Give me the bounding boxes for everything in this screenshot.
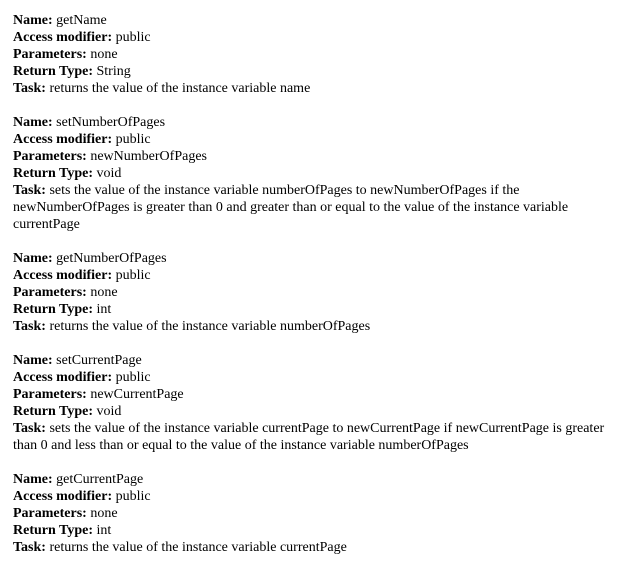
- return-type-label: Return Type:: [13, 302, 93, 317]
- access-modifier-label: Access modifier:: [13, 132, 113, 147]
- return-type-value: int: [96, 302, 112, 317]
- method-name-line: [13, 352, 611, 369]
- return-type-value: int: [96, 523, 112, 538]
- return-type-label: Return Type:: [13, 64, 93, 79]
- method-block-getcurrentpage: [13, 471, 611, 556]
- task-description: returns the value of the instance variable numberOfPages: [49, 319, 371, 334]
- access-modifier-value: public: [115, 489, 151, 504]
- method-block-getname: [13, 12, 611, 97]
- access-modifier-value: public: [115, 268, 151, 283]
- name-label: Name:: [13, 251, 53, 266]
- parameters-label: Parameters:: [13, 387, 87, 402]
- method-name: setCurrentPage: [56, 353, 142, 368]
- access-modifier-line: [13, 267, 611, 284]
- return-type-label: Return Type:: [13, 166, 93, 181]
- return-type-line: [13, 165, 611, 182]
- method-name-line: [13, 12, 611, 29]
- method-name: getNumberOfPages: [56, 251, 167, 266]
- method-name: getName: [56, 13, 107, 28]
- parameters-label: Parameters:: [13, 47, 87, 62]
- name-label: Name:: [13, 353, 53, 368]
- task-description: returns the value of the instance variable name: [49, 81, 311, 96]
- method-name-line: [13, 250, 611, 267]
- task-description: sets the value of the instance variable numberOfPages to newNumberOfPages if the newNumberOfPages is greater than 0 and greater than or equal to the value of the instance variable currentPage: [13, 183, 569, 232]
- task-label: Task:: [13, 183, 46, 198]
- task-label: Task:: [13, 421, 46, 436]
- task-label: Task:: [13, 540, 46, 555]
- parameters-label: Parameters:: [13, 285, 87, 300]
- access-modifier-value: public: [115, 30, 151, 45]
- task-line: [13, 539, 611, 556]
- parameters-value: none: [90, 47, 118, 62]
- return-type-line: [13, 403, 611, 420]
- access-modifier-label: Access modifier:: [13, 489, 113, 504]
- parameters-value: newNumberOfPages: [90, 149, 207, 164]
- access-modifier-value: public: [115, 370, 151, 385]
- return-type-label: Return Type:: [13, 523, 93, 538]
- parameters-label: Parameters:: [13, 149, 87, 164]
- task-label: Task:: [13, 319, 46, 334]
- access-modifier-label: Access modifier:: [13, 268, 113, 283]
- return-type-line: [13, 301, 611, 318]
- access-modifier-label: Access modifier:: [13, 370, 113, 385]
- parameters-line: [13, 148, 611, 165]
- method-name: setNumberOfPages: [56, 115, 166, 130]
- method-block-getnumberofpages: [13, 250, 611, 335]
- return-type-value: void: [96, 166, 122, 181]
- task-line: [13, 420, 611, 454]
- return-type-label: Return Type:: [13, 404, 93, 419]
- return-type-line: [13, 63, 611, 80]
- access-modifier-label: Access modifier:: [13, 30, 113, 45]
- method-spec-document: [13, 12, 611, 573]
- parameters-value: newCurrentPage: [90, 387, 184, 402]
- parameters-label: Parameters:: [13, 506, 87, 521]
- access-modifier-value: public: [115, 132, 151, 147]
- name-label: Name:: [13, 13, 53, 28]
- task-line: [13, 80, 611, 97]
- method-block-setcurrentpage: [13, 352, 611, 454]
- return-type-value: void: [96, 404, 122, 419]
- parameters-line: [13, 284, 611, 301]
- parameters-line: [13, 386, 611, 403]
- task-description: sets the value of the instance variable currentPage to newCurrentPage if newCurrentPage is greater than 0 and less than or equal to the value of the instance variable numberOfPages: [13, 421, 605, 453]
- method-name-line: [13, 114, 611, 131]
- method-block-setnumberofpages: [13, 114, 611, 233]
- task-label: Task:: [13, 81, 46, 96]
- name-label: Name:: [13, 115, 53, 130]
- parameters-line: [13, 46, 611, 63]
- name-label: Name:: [13, 472, 53, 487]
- task-line: [13, 318, 611, 335]
- access-modifier-line: [13, 488, 611, 505]
- return-type-value: String: [96, 64, 131, 79]
- parameters-value: none: [90, 506, 118, 521]
- access-modifier-line: [13, 29, 611, 46]
- method-name-line: [13, 471, 611, 488]
- access-modifier-line: [13, 131, 611, 148]
- access-modifier-line: [13, 369, 611, 386]
- parameters-line: [13, 505, 611, 522]
- task-description: returns the value of the instance variable currentPage: [49, 540, 347, 555]
- method-name: getCurrentPage: [56, 472, 144, 487]
- parameters-value: none: [90, 285, 118, 300]
- return-type-line: [13, 522, 611, 539]
- task-line: [13, 182, 611, 233]
